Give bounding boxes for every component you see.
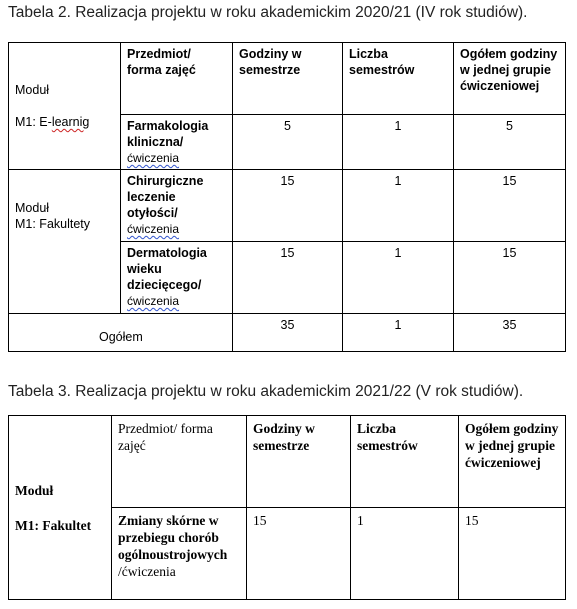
table2-summary-total: 35	[454, 314, 566, 352]
table2-row3-total: 15	[454, 242, 566, 314]
table3-header-row	[9, 416, 566, 508]
table2-summary-label: Ogółem	[9, 314, 233, 352]
table3-row1-hours: 15	[247, 508, 351, 600]
table2-header-semesters: Liczba semestrów	[343, 43, 454, 115]
table2-row3-subject-cell	[121, 242, 233, 314]
table2-header-hours: Godziny w semestrze	[233, 43, 343, 115]
table2-module2-label: Moduł	[15, 201, 50, 215]
table2-row2-total: 15	[454, 170, 566, 242]
table2-row1-total: 5	[454, 115, 566, 170]
table2-row2-subject: Chirurgiczne leczenie otyłości/	[127, 174, 204, 220]
table2-module2-cell	[9, 170, 121, 314]
table3	[8, 415, 566, 600]
table2-header-row	[9, 43, 566, 115]
table2-row3-form: ćwiczenia	[127, 294, 180, 308]
table2-row2-form: ćwiczenia	[127, 222, 180, 236]
table3-row1-form: /ćwiczenia	[118, 564, 176, 579]
table2-summary-semesters: 1	[343, 314, 454, 352]
table3-row1-semesters: 1	[351, 508, 459, 600]
table2-header-subject: Przedmiot/ forma zajęć	[121, 43, 233, 115]
table2-row2-subject-cell	[121, 170, 233, 242]
table3-header-semesters: Liczba semestrów	[351, 416, 459, 508]
table2	[8, 42, 566, 352]
table2-row1-form: ćwiczenia	[127, 151, 180, 165]
spellcheck-underline: learnig	[51, 115, 90, 129]
table2-row2-hours: 15	[233, 170, 343, 242]
table3-row1-subject-cell	[112, 508, 247, 600]
table2-row3-subject: Dermatologia wieku dziecięcego/	[127, 246, 207, 292]
table3-module-label: Moduł	[15, 482, 54, 498]
table2-summary-hours: 35	[233, 314, 343, 352]
table2-module1-cell	[9, 43, 121, 170]
table2-row1-hours: 5	[233, 115, 343, 170]
table3-caption: Tabela 3. Realizacja projektu w roku akademickim 2021/22 (V rok studiów).	[8, 383, 524, 400]
table2-row1-subject-cell	[121, 115, 233, 170]
table3-module-cell	[9, 416, 112, 600]
table2-row1-subject: Farmakologia kliniczna/	[127, 119, 209, 149]
table3-header-subject: Przedmiot/ forma zajęć	[112, 416, 247, 508]
table2-row	[9, 170, 566, 242]
table2-row1-semesters: 1	[343, 115, 454, 170]
table3-header-hours: Godziny w semestrze	[247, 416, 351, 508]
table2-module1-label: Moduł	[15, 83, 50, 97]
table2-row3-hours: 15	[233, 242, 343, 314]
table3-row1-subject: Zmiany skórne w przebiegu chorób ogólnoustrojowych	[118, 513, 228, 562]
table3-row1-total: 15	[459, 508, 566, 600]
table2-module1-name-text: M1: E-learnig	[15, 115, 90, 129]
table3-module-name: M1: Fakultet	[15, 517, 92, 533]
table3-header-total: Ogółem godziny w jednej grupie ćwiczeniowej	[459, 416, 566, 508]
table2-caption: Tabela 2. Realizacja projektu w roku akademickim 2020/21 (IV rok studiów).	[8, 4, 528, 21]
table2-row3-semesters: 1	[343, 242, 454, 314]
table2-module1-name	[15, 114, 114, 130]
table2-summary-row	[9, 314, 566, 352]
table2-row2-semesters: 1	[343, 170, 454, 242]
table2-header-total: Ogółem godziny w jednej grupie ćwiczeniowej	[454, 43, 566, 115]
table2-module2-name: M1: Fakultety	[15, 217, 91, 231]
